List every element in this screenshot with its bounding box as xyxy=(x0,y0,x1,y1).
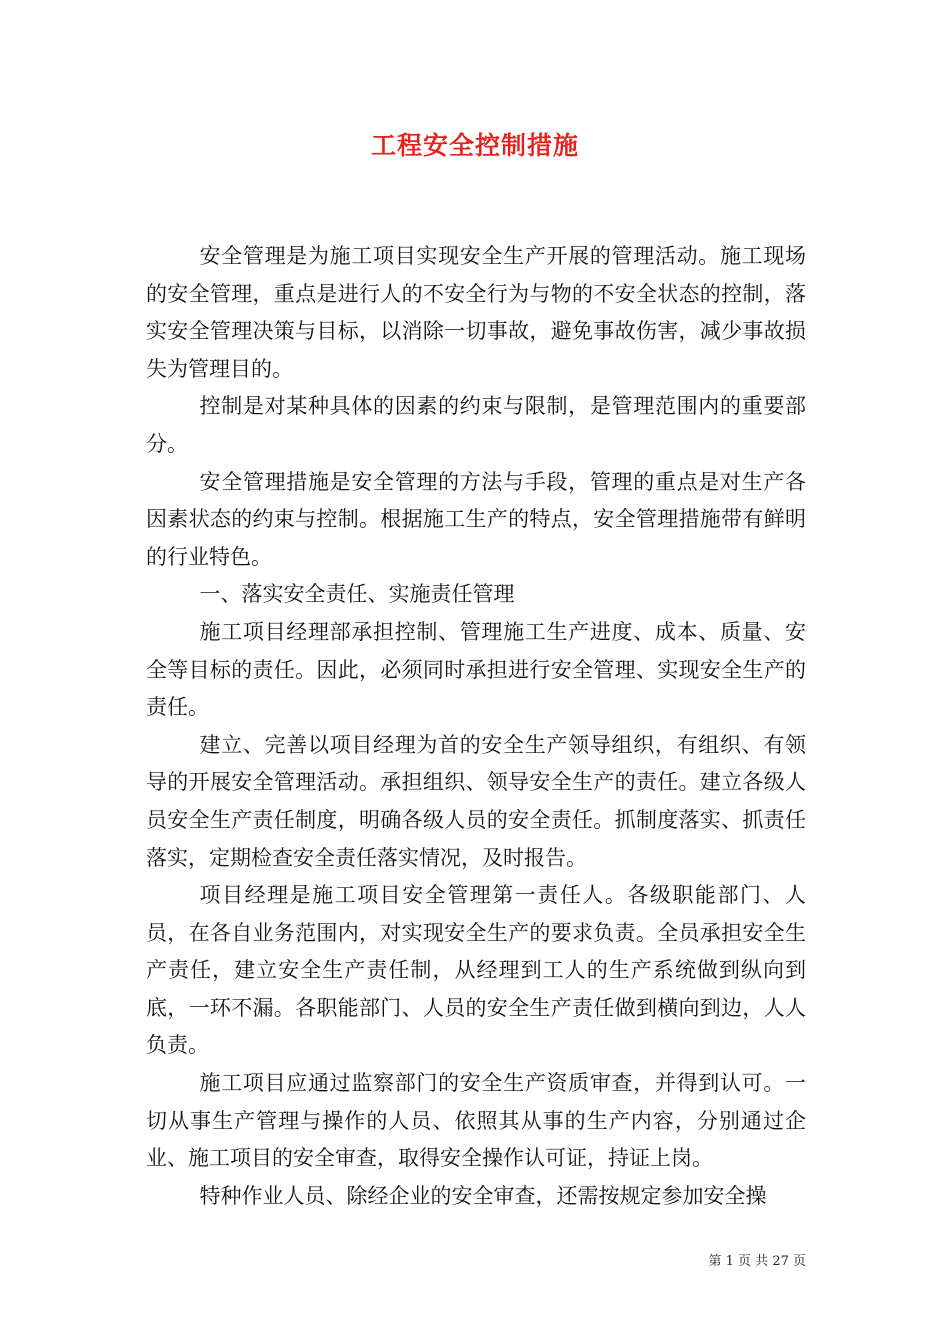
paragraph-special-operators: 特种作业人员、除经企业的安全审查，还需按规定参加安全操 xyxy=(199,1183,767,1208)
paragraph-project-manager: 项目经理是施工项目安全管理第一责任人。各级职能部门、人员，在各自业务范围内，对实现安全生产的要求负责。全员承担安全生产责任，建立安全生产责任制，从经理到工人的生产系统做到纵向到底，一环不漏。各职能部门、人员的安全生产责任做到横向到边，人人负责。 xyxy=(146,883,806,1058)
paragraph-control-definition: 控制是对某种具体的因素的约束与限制，是管理范围内的重要部分。 xyxy=(146,394,806,456)
paragraph-leadership-organization: 建立、完善以项目经理为首的安全生产领导组织，有组织、有领导的开展安全管理活动。承担组织、领导安全生产的责任。建立各级人员安全生产责任制度，明确各级人员的安全责任。抓制度落实、抓责任落实，定期检查安全责任落实情况，及时报告。 xyxy=(146,732,806,870)
paragraph-project-department: 施工项目经理部承担控制、管理施工生产进度、成本、质量、安全等目标的责任。因此，必须同时承担进行安全管理、实现安全生产的责任。 xyxy=(146,619,806,720)
paragraph-intro: 安全管理是为施工项目实现安全生产开展的管理活动。施工现场的安全管理，重点是进行人的不安全行为与物的不安全状态的控制，落实安全管理决策与目标，以消除一切事故，避免事故伤害，减少事故损失为管理目的。 xyxy=(146,244,806,381)
paragraph-qualification-review: 施工项目应通过监察部门的安全生产资质审查，并得到认可。一切从事生产管理与操作的人员、依照其从事的生产内容，分别通过企业、施工项目的安全审查，取得安全操作认可证，持证上岗。 xyxy=(146,1071,806,1171)
document-body xyxy=(146,238,806,1215)
document-title: 工程安全控制措施 xyxy=(370,131,579,160)
section-heading-responsibility: 一、落实安全责任、实施责任管理 xyxy=(199,582,515,607)
paragraph-measures: 安全管理措施是安全管理的方法与手段，管理的重点是对生产各因素状态的约束与控制。根据施工生产的特点，安全管理措施带有鲜明的行业特色。 xyxy=(146,469,806,569)
page-number-footer: 第 1 页 共 27 页 xyxy=(708,1254,806,1269)
